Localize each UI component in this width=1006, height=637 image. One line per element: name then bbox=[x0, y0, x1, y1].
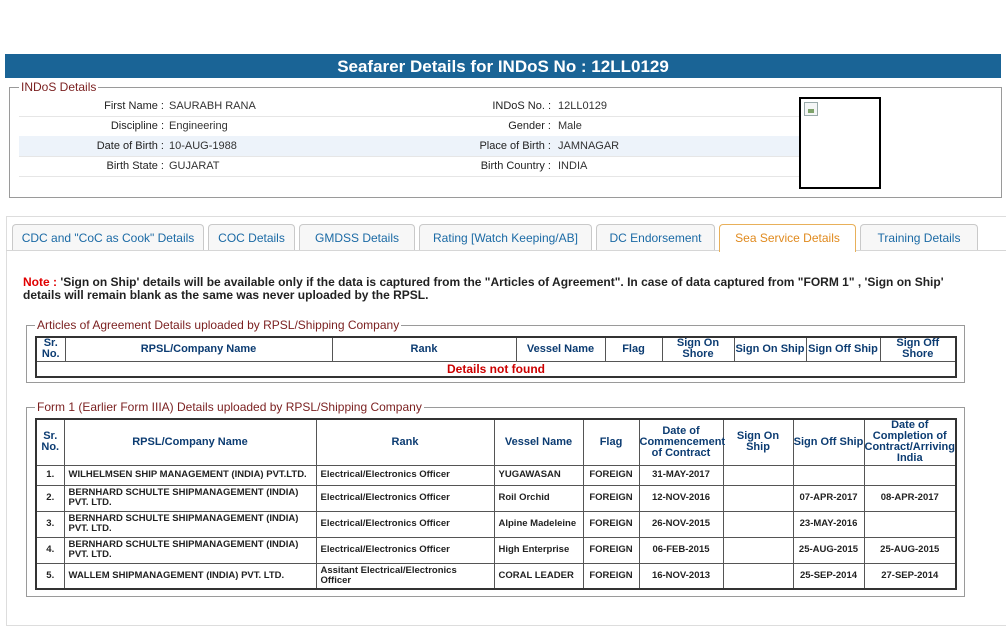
tab-dc-endorsement[interactable]: DC Endorsement bbox=[596, 224, 715, 250]
indos-row bbox=[19, 156, 799, 177]
cell-vessel: High Enterprise bbox=[494, 537, 583, 563]
place-of-birth-label: Place of Birth : bbox=[479, 140, 551, 152]
indos-row bbox=[19, 116, 799, 137]
table-header-row bbox=[36, 337, 956, 361]
cell-sign-on-ship bbox=[723, 563, 793, 589]
cell-flag: FOREIGN bbox=[583, 465, 639, 485]
cell-commencement: 06-FEB-2015 bbox=[639, 537, 723, 563]
table-row bbox=[36, 485, 956, 511]
cell-company: WALLEM SHIPMANAGEMENT (INDIA) PVT. LTD. bbox=[64, 563, 316, 589]
cell-sr-no: 4. bbox=[36, 537, 64, 563]
cell-sr-no: 3. bbox=[36, 511, 64, 537]
cell-commencement: 12-NOV-2016 bbox=[639, 485, 723, 511]
cell-sign-on-ship bbox=[723, 537, 793, 563]
cell-completion: 08-APR-2017 bbox=[864, 485, 956, 511]
first-name-label: First Name : bbox=[104, 100, 164, 112]
col-sign-off-ship: Sign Off Ship bbox=[806, 337, 880, 361]
note-prefix: Note : bbox=[23, 275, 57, 289]
indos-row bbox=[19, 96, 799, 117]
dob-value: 10-AUG-1988 bbox=[169, 140, 237, 152]
col-sr-no: Sr. No. bbox=[36, 337, 65, 361]
seafarer-photo bbox=[799, 97, 881, 189]
col-company-name: RPSL/Company Name bbox=[64, 419, 316, 465]
col-vessel-name: Vessel Name bbox=[516, 337, 605, 361]
cell-rank: Electrical/Electronics Officer bbox=[316, 465, 494, 485]
cell-completion: 27-SEP-2014 bbox=[864, 563, 956, 589]
indos-row bbox=[19, 136, 799, 157]
birth-state-value: GUJARAT bbox=[169, 160, 220, 172]
cell-flag: FOREIGN bbox=[583, 485, 639, 511]
indos-details-legend: INDoS Details bbox=[21, 80, 97, 94]
articles-table bbox=[35, 336, 957, 378]
col-commencement-date: Date of Commencement of Contract bbox=[639, 419, 723, 465]
birth-country-value: INDIA bbox=[558, 160, 588, 172]
col-sign-off-ship: Sign Off Ship bbox=[793, 419, 864, 465]
cell-company: WILHELMSEN SHIP MANAGEMENT (INDIA) PVT.LTD. bbox=[64, 465, 316, 485]
cell-company: BERNHARD SCHULTE SHIPMANAGEMENT (INDIA) PVT. LTD. bbox=[64, 511, 316, 537]
discipline-label: Discipline : bbox=[110, 120, 164, 132]
cell-flag: FOREIGN bbox=[583, 537, 639, 563]
cell-sign-off-ship: 23-MAY-2016 bbox=[793, 511, 864, 537]
note-text: 'Sign on Ship' details will be available only if the data is captured from the "Articles of Agreement". In case of data captured from "FORM 1" , 'Sign on Ship' details will remain blank as the same was never uploaded by the RPSL. bbox=[23, 275, 944, 302]
col-rank: Rank bbox=[332, 337, 516, 361]
sea-service-note bbox=[23, 276, 973, 302]
cell-flag: FOREIGN bbox=[583, 563, 639, 589]
col-sign-off-shore: Sign Off Shore bbox=[880, 337, 956, 361]
cell-sr-no: 5. bbox=[36, 563, 64, 589]
cell-completion bbox=[864, 465, 956, 485]
cell-sign-on-ship bbox=[723, 485, 793, 511]
cell-rank: Assitant Electrical/Electronics Officer bbox=[316, 563, 494, 589]
col-sr-no: Sr. No. bbox=[36, 419, 64, 465]
table-row bbox=[36, 537, 956, 563]
place-of-birth-value: JAMNAGAR bbox=[558, 140, 620, 152]
col-sign-on-ship: Sign On Ship bbox=[734, 337, 806, 361]
cell-company: BERNHARD SCHULTE SHIPMANAGEMENT (INDIA) PVT. LTD. bbox=[64, 485, 316, 511]
dob-label: Date of Birth : bbox=[96, 140, 164, 152]
cell-rank: Electrical/Electronics Officer bbox=[316, 511, 494, 537]
cell-flag: FOREIGN bbox=[583, 511, 639, 537]
cell-completion bbox=[864, 511, 956, 537]
tab-gmdss-details[interactable]: GMDSS Details bbox=[299, 224, 415, 250]
gender-value: Male bbox=[558, 120, 582, 132]
cell-commencement: 16-NOV-2013 bbox=[639, 563, 723, 589]
col-company-name: RPSL/Company Name bbox=[65, 337, 332, 361]
indos-no-label: INDoS No. : bbox=[492, 100, 551, 112]
cell-company: BERNHARD SCHULTE SHIPMANAGEMENT (INDIA) PVT. LTD. bbox=[64, 537, 316, 563]
tab-training-details[interactable]: Training Details bbox=[860, 224, 978, 250]
col-sign-on-shore: Sign On Shore bbox=[662, 337, 734, 361]
table-row bbox=[36, 465, 956, 485]
birth-state-label: Birth State : bbox=[106, 160, 164, 172]
cell-rank: Electrical/Electronics Officer bbox=[316, 537, 494, 563]
cell-vessel: Roil Orchid bbox=[494, 485, 583, 511]
cell-vessel: YUGAWASAN bbox=[494, 465, 583, 485]
page-title: Seafarer Details for INDoS No : 12LL0129 bbox=[5, 54, 1001, 78]
cell-commencement: 26-NOV-2015 bbox=[639, 511, 723, 537]
cell-sign-off-ship: 25-SEP-2014 bbox=[793, 563, 864, 589]
table-row bbox=[36, 511, 956, 537]
indos-no-value: 12LL0129 bbox=[558, 100, 607, 112]
col-sign-on-ship: Sign On Ship bbox=[723, 419, 793, 465]
cell-completion: 25-AUG-2015 bbox=[864, 537, 956, 563]
tab-cdc-details[interactable]: CDC and "CoC as Cook" Details bbox=[12, 224, 204, 250]
discipline-value: Engineering bbox=[169, 120, 228, 132]
col-flag: Flag bbox=[583, 419, 639, 465]
cell-vessel: Alpine Madeleine bbox=[494, 511, 583, 537]
cell-sign-off-ship: 25-AUG-2015 bbox=[793, 537, 864, 563]
cell-sr-no: 1. bbox=[36, 465, 64, 485]
cell-vessel: CORAL LEADER bbox=[494, 563, 583, 589]
cell-sign-on-ship bbox=[723, 511, 793, 537]
first-name-value: SAURABH RANA bbox=[169, 100, 256, 112]
col-completion-date: Date of Completion of Contract/Arriving India bbox=[864, 419, 955, 465]
table-row bbox=[36, 361, 956, 377]
broken-image-icon bbox=[804, 102, 818, 116]
tab-coc-details[interactable]: COC Details bbox=[208, 224, 295, 250]
cell-rank: Electrical/Electronics Officer bbox=[316, 485, 494, 511]
col-flag: Flag bbox=[605, 337, 662, 361]
tab-sea-service-details[interactable]: Sea Service Details bbox=[719, 224, 856, 252]
col-vessel-name: Vessel Name bbox=[494, 419, 583, 465]
cell-commencement: 31-MAY-2017 bbox=[639, 465, 723, 485]
cell-sr-no: 2. bbox=[36, 485, 64, 511]
form1-legend: Form 1 (Earlier Form IIIA) Details uploaded by RPSL/Shipping Company bbox=[37, 400, 422, 414]
articles-legend: Articles of Agreement Details uploaded by RPSL/Shipping Company bbox=[37, 318, 400, 332]
birth-country-label: Birth Country : bbox=[480, 160, 551, 172]
table-row bbox=[36, 563, 956, 589]
cell-sign-off-ship bbox=[793, 465, 864, 485]
details-not-found: Details not found bbox=[36, 361, 956, 377]
col-rank: Rank bbox=[316, 419, 494, 465]
table-header-row bbox=[36, 419, 956, 465]
cell-sign-off-ship: 07-APR-2017 bbox=[793, 485, 864, 511]
tab-rating-watch-keeping[interactable]: Rating [Watch Keeping/AB] bbox=[419, 224, 592, 250]
cell-sign-on-ship bbox=[723, 465, 793, 485]
form1-table bbox=[35, 418, 957, 590]
gender-label: Gender : bbox=[508, 120, 551, 132]
